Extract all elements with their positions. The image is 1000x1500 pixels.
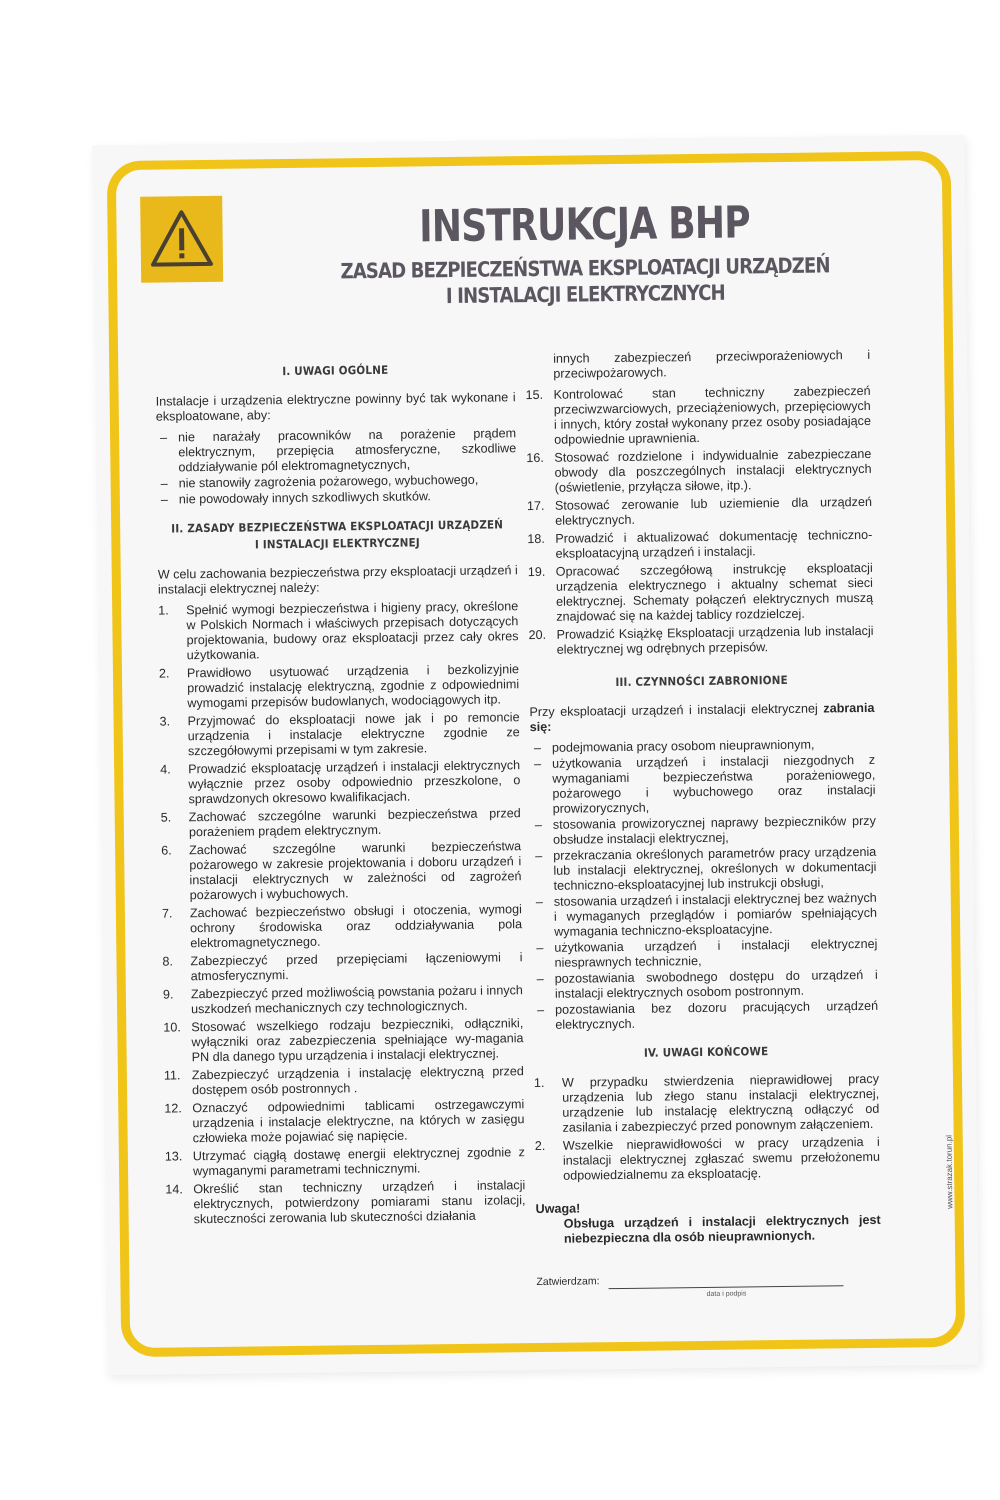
- item-text: Prowadzić i aktualizować dokumentację techniczno-eksploatacyjną urządzeń i instalacji.: [555, 527, 873, 561]
- item-number: 12.: [164, 1101, 182, 1116]
- section-4-heading: IV. UWAGI KOŃCOWE: [643, 1044, 769, 1060]
- item-number: 7.: [161, 906, 173, 921]
- list-item: [163, 983, 523, 1017]
- list-item: [162, 950, 522, 984]
- item-text: Zachować szczególne warunki bezpieczeństwa przed porażeniem prądem elektrycznym.: [188, 806, 521, 840]
- list-item: [528, 624, 873, 658]
- item-number: 3.: [159, 714, 171, 729]
- list-item: [165, 1178, 526, 1227]
- item-text: Wszelkie nieprawidłowości w pracy urządzenia i instalacji elektrycznej zgłaszać swemu przełożonemu odpowiedzialnemu za eksploatację.: [562, 1134, 881, 1183]
- signature-label: Zatwierdzam:: [536, 1275, 600, 1289]
- item-number: 1.: [158, 603, 169, 618]
- item-14-continuation: innych zabezpieczeń przeciwporażeniowych i przeciwpożarowych.: [553, 347, 871, 381]
- item-text: Zachować szczególne warunki bezpieczeństwa pożarowego w zakresie projektowania i doboru urządzeń i instalacji elektrycznych w zależności od zagrożeń pożarowych i wybuchowych.: [189, 839, 522, 903]
- item-number: 5.: [160, 810, 172, 825]
- item-text: Stosować wszelkiego rodzaju bezpieczniki, odłączniki, wyłączniki oraz zabezpieczenia spełniające wy-magania PN dla danego typu urządzenia i instalacji elektrycznej.: [191, 1016, 524, 1065]
- item-text: Zachować bezpieczeństwo obsługi i otoczenia, wymogi ochrony środowiska oraz oddziaływania pola elektromagnetycznego.: [189, 902, 523, 951]
- list-item: [527, 528, 872, 562]
- list-item: – podejmowania pracy osobom nieuprawnionym,: [530, 737, 875, 756]
- list-item: [526, 447, 872, 496]
- item-number: 15.: [525, 387, 544, 403]
- section-3-intro: [529, 701, 874, 735]
- list-item: – przekraczania określonych parametrów pracy urządzenia lub instalacji elektrycznej, określonych w dokumentacji techniczno-eksploatacyjnej lub instrukcji obsługi,: [531, 845, 877, 894]
- title-sub-2: I INSTALACJI ELEKTRYCZNYCH: [445, 280, 725, 309]
- item-text: Opracować szczegółową instrukcję eksploatacji urządzenia elektrycznego i aktualny schemat sieci elektrycznej. Schematy połączeń elektrycznych muszą znajdować się na każdej tablicy rozdzielczej.: [555, 560, 874, 624]
- section-2-heading: II. ZASADY BEZPIECZEŃSTWA EKSPLOATACJI URZĄDZEŃ: [171, 517, 504, 536]
- item-text: Spełnić wymogi bezpieczeństwa i higieny pracy, określone w Polskich Normach i właściwych przepisach dotyczących projektowania, budowy oraz eksploatacji przez cały okres użytkowania.: [186, 599, 519, 663]
- item-text: W przypadku stwierdzenia nieprawidłowej pracy urządzenia lub złego stanu instalacji elektrycznej, urządzenie lub instalację elektryczną odłączyć od zasilania i zabezpieczyć przed ponownym załączeniem.: [561, 1071, 880, 1135]
- section-3-heading: III. CZYNNOŚCI ZABRONIONE: [615, 672, 788, 690]
- item-text: Oznaczyć odpowiednimi tablicami ostrzegawczymi urządzenia i instalacje elektryczne, na których w zasięgu człowieka może pojawiać się napięcie.: [192, 1097, 525, 1146]
- list-item: [160, 758, 521, 807]
- right-column: [525, 347, 881, 1298]
- warning-note-text: Obsługa urządzeń i instalacji elektrycznych jest niebezpieczna dla osób nieuprawnionych.: [563, 1212, 881, 1246]
- list-item: [165, 1145, 525, 1179]
- list-item: [164, 1064, 524, 1098]
- list-item: [535, 1135, 881, 1184]
- item-number: 1.: [533, 1075, 545, 1091]
- section-2-list-cont: [526, 384, 874, 658]
- item-text: Zabezpieczyć urządzenia i instalację elektryczną przed dostępem osób postronnych .: [191, 1064, 524, 1098]
- section-3-intro-bold: zabrania się:: [529, 700, 875, 735]
- section-1-list: [156, 426, 517, 507]
- item-number: 4.: [160, 762, 171, 777]
- list-item: [527, 495, 872, 529]
- list-item: [526, 384, 872, 448]
- item-text: Stosować rozdzielone i indywidualnie zabezpieczane obwody dla poszczególnych instalacji elektrycznych (oświetlenie, przyłącza siłowe, itp.).: [554, 446, 872, 495]
- item-number: 14.: [165, 1182, 183, 1197]
- item-text: Określić stan techniczny urządzeń i instalacji elektrycznych, potwierdzony pomiarami stanu izolacji, skuteczności zerowania lub skuteczności działania: [193, 1178, 526, 1227]
- item-number: 2.: [534, 1138, 546, 1154]
- list-item: – nie powodowały innych szkodliwych skutków.: [157, 488, 517, 507]
- warning-triangle-icon: [140, 196, 223, 283]
- title-sub-1: ZASAD BEZPIECZEŃSTWA EKSPLOATACJI URZĄDZEŃ: [340, 253, 830, 284]
- list-item: [162, 902, 523, 951]
- item-number: 6.: [161, 843, 172, 858]
- title-main: INSTRUKCJA BHP: [418, 197, 751, 253]
- side-url: www.strazak.torun.pl: [944, 1134, 955, 1209]
- section-1-heading: I. UWAGI OGÓLNE: [282, 362, 389, 379]
- section-2-list: [158, 599, 526, 1227]
- item-number: 18.: [527, 531, 545, 547]
- item-text: Prawidłowo usytuować urządzenia i bezkolizyjnie prowadzić instalację elektryczną, zgodnie z odpowiednimi wymogami przepisów budowlanych, wodociągowych itp.: [186, 662, 520, 711]
- item-text: Przyjmować do eksploatacji nowe jak i po remoncie urządzenia i instalacje elektryczne zgodnie ze szczegółowymi przepisami w tym zakresie.: [187, 710, 520, 759]
- item-number: 20.: [528, 627, 547, 643]
- list-item: [534, 1072, 880, 1136]
- list-item: – nie stanowiły zagrożenia pożarowego, wybuchowego,: [157, 472, 517, 491]
- list-item: [159, 710, 520, 759]
- item-text: Zabezpieczyć przed możliwością powstania pożaru i innych uszkodzeń mechanicznych czy technologicznych.: [190, 983, 523, 1017]
- list-item: [161, 839, 522, 903]
- list-item: [163, 1016, 524, 1065]
- item-text: Utrzymać ciągłą dostawę energii elektrycznej zgodnie z wymaganymi parametrami technicznymi.: [192, 1145, 525, 1179]
- item-number: 16.: [526, 450, 544, 466]
- warning-note-label: Uwaga!: [535, 1201, 581, 1217]
- list-item: – nie narażały pracowników na porażenie prądem elektrycznym, przepięcia atmosferyczne, szkodliwe oddziaływanie pól elektromagnetycznych,: [156, 426, 517, 475]
- list-item: – użytkowania urządzeń i instalacji niezgodnych z wymaganiami bezpieczeństwa porażeniowego, pożarowego i wybuchowego oraz instalacji prowizorycznych,: [530, 753, 876, 817]
- list-item: [164, 1097, 525, 1146]
- page-title: [243, 195, 926, 310]
- list-item: [528, 561, 874, 625]
- section-2-intro: W celu zachowania bezpieczeństwa przy eksploatacji urządzeń i instalacji elektrycznej należy:: [157, 563, 518, 597]
- item-number: 19.: [527, 564, 546, 580]
- section-3-list: [530, 737, 879, 1033]
- left-column: [155, 355, 526, 1230]
- item-text: Prowadzić Książkę Eksploatacji urządzenia lub instalacji elektrycznej wg odrębnych przepisów.: [556, 623, 874, 657]
- item-number: 8.: [162, 954, 174, 969]
- item-number: 2.: [158, 666, 170, 681]
- item-number: 17.: [526, 498, 545, 514]
- section-4-list: [534, 1072, 880, 1184]
- warning-note: [535, 1198, 881, 1247]
- item-text: Prowadzić eksploatację urządzeń i instalacji elektrycznych wyłącznie przez osoby odpowiednio przeszkolone, o sprawdzonych okresowo kwalifikacjach.: [188, 758, 521, 807]
- signature-sub: data i podpis: [706, 1290, 747, 1298]
- item-number: 13.: [164, 1149, 183, 1164]
- list-item: – użytkowania urządzeń i instalacji elektrycznej niesprawnych technicznie,: [532, 937, 877, 971]
- item-text: Kontrolować stan techniczny zabezpieczeń przeciwzwarciowych, przeciążeniowych, przepięciowych i innych, który został wykonany przez osoby posiadające odpowiednie uprawnienia.: [553, 383, 872, 447]
- section-3-intro-text: Przy eksploatacji urządzeń i instalacji elektrycznej: [529, 701, 818, 720]
- item-text: Stosować zerowanie lub uziemienie dla urządzeń elektrycznych.: [554, 494, 873, 528]
- list-item: [159, 662, 520, 711]
- list-item: – stosowania urządzeń i instalacji elektrycznej bez ważnych i wymaganych przeglądów i pomiarów spełniających wymagania techniczno-eksploatacyjne.: [532, 891, 878, 940]
- bhp-sign-sheet: [93, 135, 980, 1376]
- list-item: – stosowania prowizorycznej naprawy bezpieczników przy obsłudze instalacji elektrycznej,: [531, 814, 876, 848]
- list-item: – pozostawiania swobodnego dostępu do urządzeń i instalacji elektrycznych osobom postronnym.: [533, 968, 878, 1002]
- item-number: 11.: [163, 1068, 181, 1083]
- item-text: Zabezpieczyć przed przepięciami łączeniowymi i atmosferycznymi.: [190, 950, 523, 984]
- list-item: – pozostawiania bez dozoru pracujących urządzeń elektrycznych.: [533, 999, 878, 1033]
- section-2-heading-2: I INSTALACJI ELEKTRYCZNEJ: [254, 535, 420, 552]
- item-number: 10.: [163, 1020, 181, 1035]
- item-number: 9.: [162, 987, 174, 1002]
- list-item: [158, 599, 519, 663]
- list-item: [161, 806, 521, 840]
- section-1-intro: Instalacje i urządzenia elektryczne powinny być tak wykonane i eksploatowane, aby:: [155, 390, 516, 424]
